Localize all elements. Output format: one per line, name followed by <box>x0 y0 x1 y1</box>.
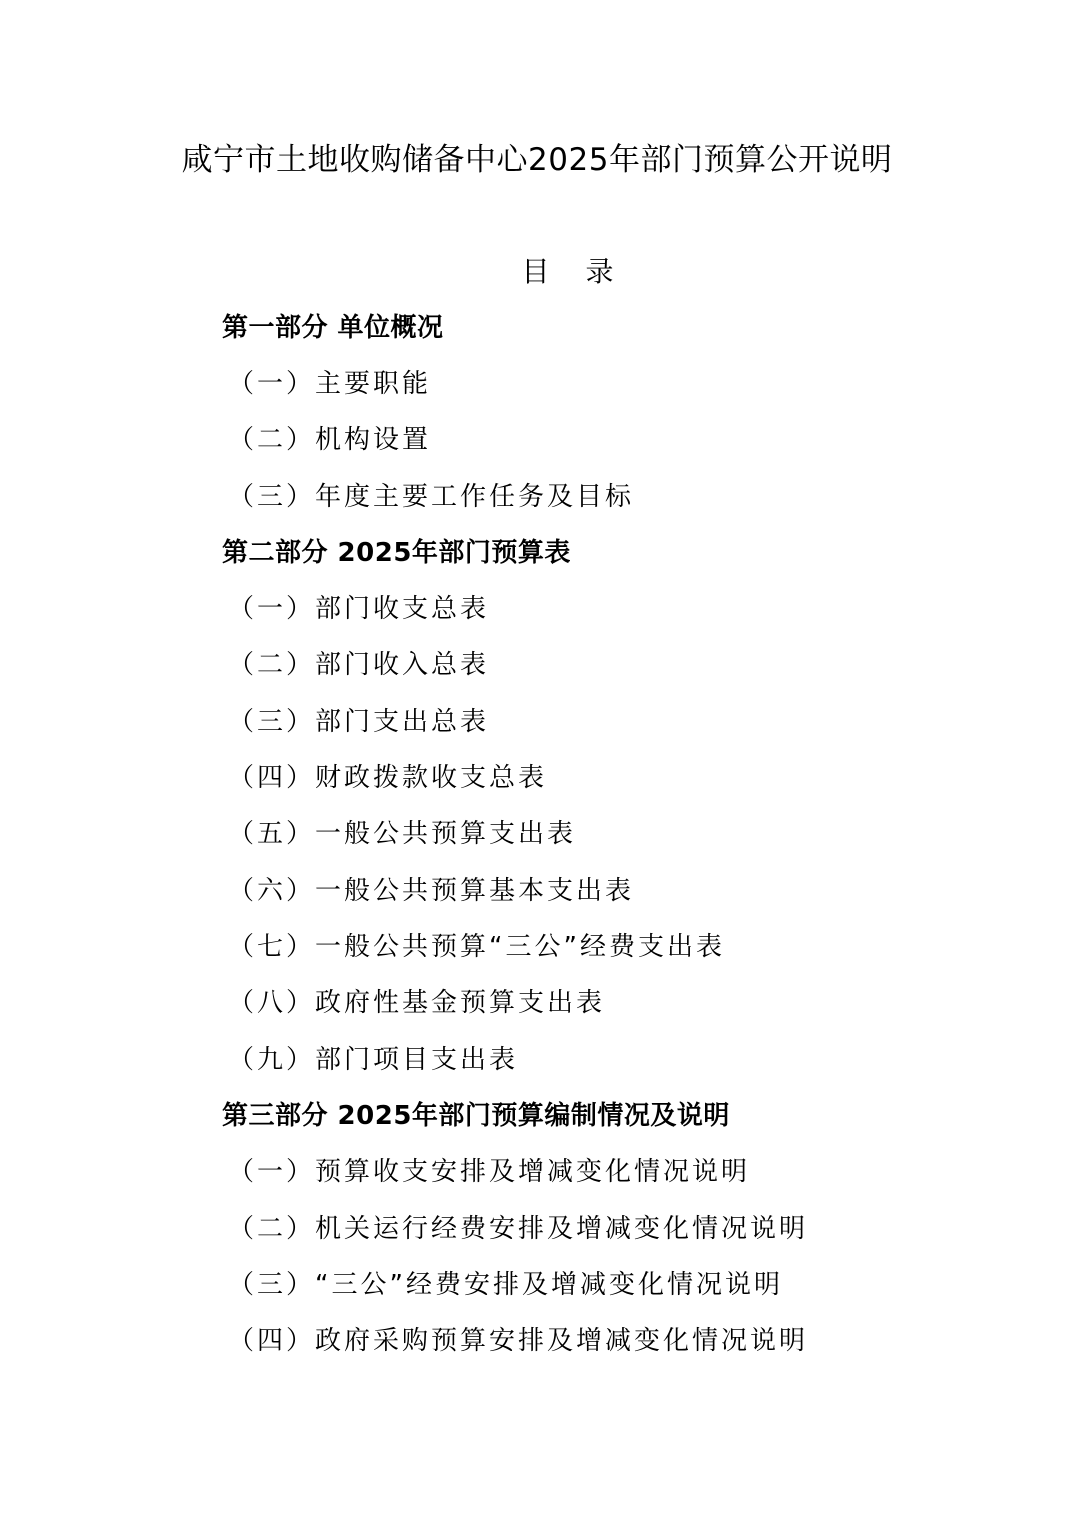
toc-heading-left: 目 <box>521 255 550 288</box>
document-title: 咸宁市土地收购储备中心2025年部门预算公开说明 <box>181 142 893 178</box>
toc-part-1-title: 第一部分 单位概况 <box>222 313 444 343</box>
toc-part-1-item-2: （二）机构设置 <box>228 425 432 455</box>
toc-part-3-title: 第三部分 2025年部门预算编制情况及说明 <box>222 1101 730 1131</box>
toc-part-2-item-3: （三）部门支出总表 <box>228 707 490 737</box>
toc-part-2-item-8: （八）政府性基金预算支出表 <box>228 988 606 1018</box>
toc-part-2-item-6: （六）一般公共预算基本支出表 <box>228 876 635 906</box>
toc-part-1-item-3: （三）年度主要工作任务及目标 <box>228 482 635 512</box>
toc-heading-right: 录 <box>585 255 614 288</box>
toc-part-2-item-2: （二）部门收入总表 <box>228 650 490 680</box>
toc-part-2-item-5: （五）一般公共预算支出表 <box>228 819 577 849</box>
toc-part-2-item-9: （九）部门项目支出表 <box>228 1045 519 1075</box>
toc-part-1-item-1: （一）主要职能 <box>228 369 432 399</box>
toc-part-2-title: 第二部分 2025年部门预算表 <box>222 538 571 568</box>
toc-part-3-item-2: （二）机关运行经费安排及增减变化情况说明 <box>228 1214 809 1244</box>
toc-part-3-item-3: （三）“三公”经费安排及增减变化情况说明 <box>228 1270 783 1300</box>
toc-part-2-item-7: （七）一般公共预算“三公”经费支出表 <box>228 932 725 962</box>
toc-part-3-item-4: （四）政府采购预算安排及增减变化情况说明 <box>228 1326 809 1356</box>
toc-part-2-item-1: （一）部门收支总表 <box>228 594 490 624</box>
toc-part-2-item-4: （四）财政拨款收支总表 <box>228 763 548 793</box>
toc-part-3-item-1: （一）预算收支安排及增减变化情况说明 <box>228 1157 751 1187</box>
